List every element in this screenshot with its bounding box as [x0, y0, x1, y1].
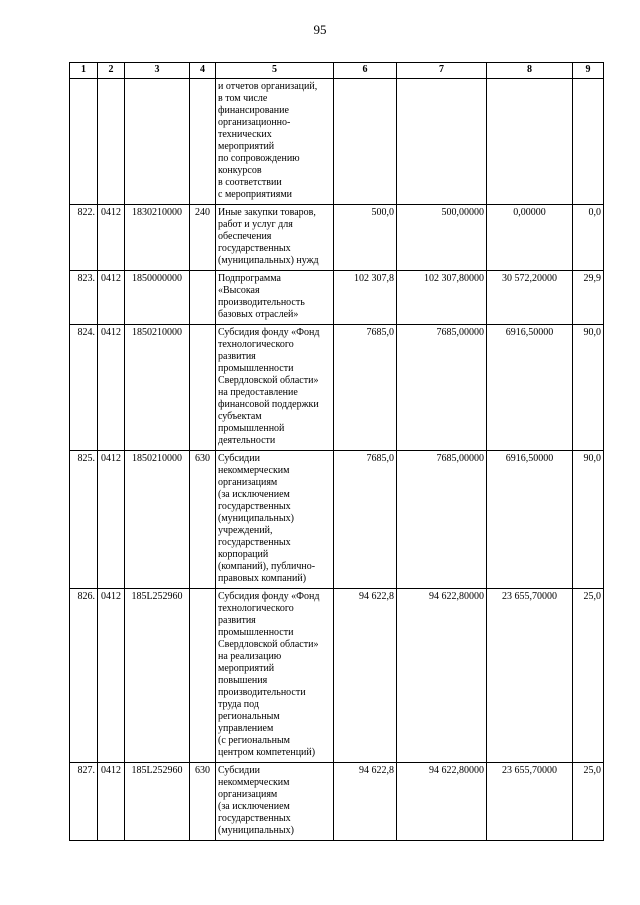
item-name-line: по сопровождению [218, 153, 300, 164]
plan-cell: 102 307,8 [334, 271, 397, 325]
section-code-cell [98, 79, 125, 205]
item-name-line: (компаний), публично- [218, 561, 316, 572]
item-name-line: некоммерческим [218, 465, 290, 476]
item-name-line: в том числе [218, 93, 268, 104]
item-name-line: (с региональным [218, 735, 290, 746]
target-code-cell: 185L252960 [125, 763, 190, 841]
item-name-line: повышения [218, 675, 268, 686]
budget-table [69, 62, 604, 841]
item-name-line: технологического [218, 339, 294, 350]
item-name-line: (за исключением [218, 489, 290, 500]
executed-cell: 23 655,70000 [487, 763, 573, 841]
section-code-cell: 0412 [98, 589, 125, 763]
item-name-line: государственных [218, 813, 291, 824]
item-name-line: государственных [218, 537, 291, 548]
row-number-cell: 826. [70, 589, 98, 763]
table-row [70, 79, 604, 205]
item-name-line: Свердловской области» [218, 639, 319, 650]
percent-cell: 90,0 [573, 325, 604, 451]
item-name-line: производительность [218, 297, 305, 308]
item-name-line: производительности [218, 687, 306, 698]
item-name-line: Субсидии [218, 765, 260, 776]
item-name-cell [216, 763, 334, 841]
item-name-line: на реализацию [218, 651, 282, 662]
amount-cell: 102 307,80000 [397, 271, 487, 325]
target-code-cell [125, 79, 190, 205]
row-number-cell [70, 79, 98, 205]
column-header-2: 2 [98, 63, 125, 79]
column-header-1: 1 [70, 63, 98, 79]
executed-cell: 23 655,70000 [487, 589, 573, 763]
item-name-line: (муниципальных) [218, 825, 294, 836]
section-code-cell: 0412 [98, 205, 125, 271]
item-name-line: правовых компаний) [218, 573, 307, 584]
expense-type-cell: 630 [190, 451, 216, 589]
item-name-line: конкурсов [218, 165, 262, 176]
table-row [70, 271, 604, 325]
item-name-line: управлением [218, 723, 274, 734]
row-number-cell: 824. [70, 325, 98, 451]
executed-cell: 0,00000 [487, 205, 573, 271]
item-name-line: обеспечения [218, 231, 272, 242]
column-header-3: 3 [125, 63, 190, 79]
section-code-cell: 0412 [98, 271, 125, 325]
item-name-line: финансовой поддержки [218, 399, 319, 410]
item-name-line: финансирование [218, 105, 289, 116]
item-name-line: Иные закупки товаров, [218, 207, 316, 218]
expense-type-cell [190, 271, 216, 325]
item-name-cell [216, 79, 334, 205]
table-body [70, 79, 604, 841]
item-name-line: организациям [218, 477, 278, 488]
item-name-line: технологического [218, 603, 294, 614]
column-header-5: 5 [216, 63, 334, 79]
item-name-line: государственных [218, 243, 291, 254]
item-name-line: и отчетов организаций, [218, 81, 318, 92]
amount-cell [397, 79, 487, 205]
table-row [70, 451, 604, 589]
executed-cell: 6916,50000 [487, 451, 573, 589]
item-name-line: учреждений, [218, 525, 273, 536]
table-row [70, 763, 604, 841]
row-number-cell: 827. [70, 763, 98, 841]
target-code-cell: 1850000000 [125, 271, 190, 325]
executed-cell [487, 79, 573, 205]
percent-cell: 90,0 [573, 451, 604, 589]
item-name-line: «Высокая [218, 285, 260, 296]
item-name-line: организациям [218, 789, 278, 800]
item-name-line: Субсидии [218, 453, 260, 464]
plan-cell: 94 622,8 [334, 589, 397, 763]
amount-cell: 500,00000 [397, 205, 487, 271]
amount-cell: 94 622,80000 [397, 763, 487, 841]
plan-cell: 7685,0 [334, 325, 397, 451]
target-code-cell: 1850210000 [125, 325, 190, 451]
item-name-line: Свердловской области» [218, 375, 319, 386]
plan-cell [334, 79, 397, 205]
percent-cell [573, 79, 604, 205]
expense-type-cell: 630 [190, 763, 216, 841]
row-number-cell: 823. [70, 271, 98, 325]
target-code-cell: 1850210000 [125, 451, 190, 589]
item-name-line: организационно- [218, 117, 291, 128]
item-name-line: Субсидия фонду «Фонд [218, 591, 320, 602]
column-header-4: 4 [190, 63, 216, 79]
percent-cell: 29,9 [573, 271, 604, 325]
amount-cell: 7685,00000 [397, 451, 487, 589]
section-code-cell: 0412 [98, 763, 125, 841]
item-name-cell [216, 205, 334, 271]
percent-cell: 0,0 [573, 205, 604, 271]
item-name-line: (муниципальных) [218, 513, 294, 524]
item-name-line: промышленности [218, 627, 294, 638]
item-name-cell [216, 271, 334, 325]
page-number: 95 [313, 22, 327, 37]
item-name-line: (за исключением [218, 801, 290, 812]
target-code-cell: 1830210000 [125, 205, 190, 271]
item-name-line: развития [218, 615, 256, 626]
item-name-line: промышленной [218, 423, 285, 434]
item-name-line: работ и услуг для [218, 219, 293, 230]
item-name-line: субъектам [218, 411, 262, 422]
item-name-cell [216, 451, 334, 589]
item-name-line: Субсидия фонду «Фонд [218, 327, 320, 338]
item-name-cell [216, 589, 334, 763]
item-name-line: технических [218, 129, 272, 140]
expense-type-cell [190, 79, 216, 205]
item-name-line: труда под [218, 699, 259, 710]
item-name-line: региональным [218, 711, 280, 722]
column-header-6: 6 [334, 63, 397, 79]
section-code-cell: 0412 [98, 325, 125, 451]
expense-type-cell: 240 [190, 205, 216, 271]
item-name-cell [216, 325, 334, 451]
item-name-line: развития [218, 351, 256, 362]
table-row [70, 325, 604, 451]
column-header-8: 8 [487, 63, 573, 79]
percent-cell: 25,0 [573, 763, 604, 841]
plan-cell: 500,0 [334, 205, 397, 271]
item-name-line: в соответствии [218, 177, 282, 188]
executed-cell: 30 572,20000 [487, 271, 573, 325]
item-name-line: мероприятий [218, 663, 275, 674]
expense-type-cell [190, 589, 216, 763]
item-name-line: базовых отраслей» [218, 309, 299, 320]
section-code-cell: 0412 [98, 451, 125, 589]
row-number-cell: 822. [70, 205, 98, 271]
executed-cell: 6916,50000 [487, 325, 573, 451]
item-name-line: центром компетенций) [218, 747, 316, 758]
item-name-line: корпораций [218, 549, 269, 560]
target-code-cell: 185L252960 [125, 589, 190, 763]
item-name-line: мероприятий [218, 141, 275, 152]
plan-cell: 94 622,8 [334, 763, 397, 841]
item-name-line: государственных [218, 501, 291, 512]
expense-type-cell [190, 325, 216, 451]
row-number-cell: 825. [70, 451, 98, 589]
amount-cell: 7685,00000 [397, 325, 487, 451]
item-name-line: промышленности [218, 363, 294, 374]
item-name-line: Подпрограмма [218, 273, 281, 284]
table-row [70, 589, 604, 763]
item-name-line: некоммерческим [218, 777, 290, 788]
column-header-7: 7 [397, 63, 487, 79]
item-name-line: (муниципальных) нужд [218, 255, 319, 266]
header-row [70, 63, 604, 79]
column-header-9: 9 [573, 63, 604, 79]
item-name-line: деятельности [218, 435, 276, 446]
percent-cell: 25,0 [573, 589, 604, 763]
item-name-line: на предоставление [218, 387, 298, 398]
plan-cell: 7685,0 [334, 451, 397, 589]
item-name-line: с мероприятиями [218, 189, 293, 200]
amount-cell: 94 622,80000 [397, 589, 487, 763]
table-row [70, 205, 604, 271]
